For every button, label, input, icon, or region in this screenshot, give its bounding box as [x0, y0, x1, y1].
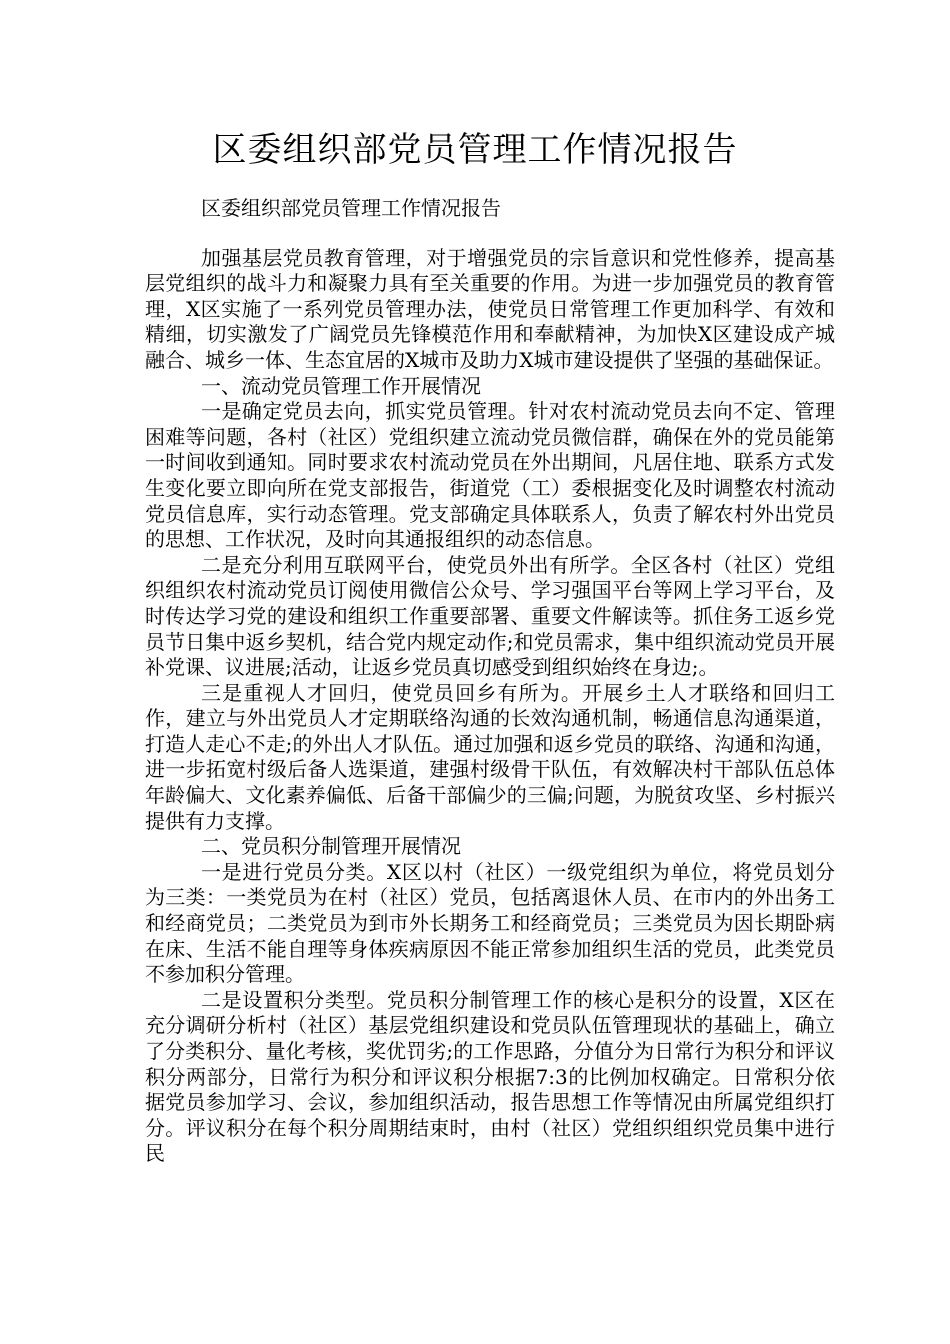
document-title: 区委组织部党员管理工作情况报告: [212, 130, 738, 170]
body-paragraph: 二是充分利用互联网平台，使党员外出有所学。全区各村（社区）党组织组织农村流动党员订阅使用微信公众号、学习强国平台等网上学习平台，及时传达学习党的建设和组织工作重要部署、重要文件解读等。抓住务工返乡党员节日集中返乡契机，结合党内规定动作;和党员需求，集中组织流动党员开展补党课、议进展;活动，让返乡党员真切感受到组织始终在身边;。: [145, 552, 835, 680]
document-subtitle: 区委组织部党员管理工作情况报告: [201, 196, 501, 220]
section-heading-points-system: 二、党员积分制管理开展情况: [201, 834, 461, 859]
body-paragraph: 一是进行党员分类。X区以村（社区）一级党组织为单位，将党员划分为三类：一类党员为在村（社区）党员，包括离退休人员、在市内的外出务工和经商党员；二类党员为到市外长期务工和经商党员；三类党员为因长期卧病在床、生活不能自理等身体疾病原因不能正常参加组织生活的党员，此类党员不参加积分管理。: [145, 859, 835, 987]
body-paragraph: 二是设置积分类型。党员积分制管理工作的核心是积分的设置，X区在充分调研分析村（社区）基层党组织建设和党员队伍管理现状的基础上，确立了分类积分、量化考核，奖优罚劣;的工作思路，分值分为日常行为积分和评议积分两部分，日常行为积分和评议积分根据7:3的比例加权确定。日常积分依据党员参加学习、会议，参加组织活动，报告思想工作等情况由所属党组织打分。评议积分在每个积分周期结束时，由村（社区）党组织组织党员集中进行民: [145, 987, 835, 1166]
document-body: [145, 196, 835, 1167]
intro-paragraph: 加强基层党员教育管理，对于增强党员的宗旨意识和党性修养，提高基层党组织的战斗力和凝聚力具有至关重要的作用。为进一步加强党员的教育管理，X区实施了一系列党员管理办法，使党员日常管理工作更加科学、有效和精细，切实激发了广阔党员先锋模范作用和奉献精神，为加快X区建设成产城融合、城乡一体、生态宜居的X城市及助力X城市建设提供了坚强的基础保证。: [145, 245, 835, 372]
body-paragraph: 一是确定党员去向，抓实党员管理。针对农村流动党员去向不定、管理困难等问题，各村（社区）党组织建立流动党员微信群，确保在外的党员能第一时间收到通知。同时要求农村流动党员在外出期间，凡居住地、联系方式发生变化要立即向所在党支部报告，街道党（工）委根据变化及时调整农村流动党员信息库，实行动态管理。党支部确定具体联系人，负责了解农村外出党员的思想、工作状况，及时向其通报组织的动态信息。: [145, 399, 835, 552]
section-heading-mobile-members: 一、流动党员管理工作开展情况: [201, 373, 481, 398]
body-paragraph: 三是重视人才回归，使党员回乡有所为。开展乡土人才联络和回归工作，建立与外出党员人才定期联络沟通的长效沟通机制，畅通信息沟通渠道，打造人走心不走;的外出人才队伍。通过加强和返乡党员的联络、沟通和沟通，进一步拓宽村级后备人选渠道，建强村级骨干队伍，有效解决村干部队伍总体年龄偏大、文化素养偏低、后备干部偏少的三偏;问题，为脱贫攻坚、乡村振兴提供有力支撑。: [145, 680, 835, 833]
